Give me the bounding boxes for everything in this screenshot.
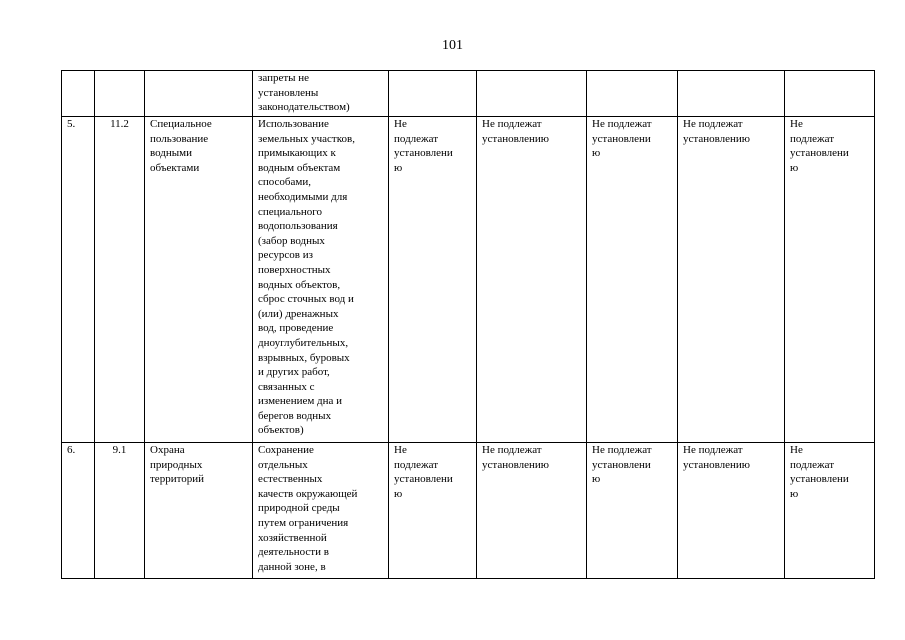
value-cell: Не подлежат установлени ю [785, 443, 875, 579]
value-cell: Не подлежат установлению [477, 117, 587, 443]
description-cell: Использование земельных участков, примыкающих к водным объектам способами, необходимыми для специального водопользования (забор водных ресурсов из поверхностных водных объектов, сброс сточных вод и (или) дренажных вод, проведение дноуглубительных, взрывных, буровых и других работ, связанных с изменением дна и берегов водных объектов) [253, 117, 389, 443]
name-cell [145, 71, 253, 117]
description-cell: Сохранение отдельных естественных качеств окружающей природной среды путем ограничения хозяйственной деятельности в данной зоне, в [253, 443, 389, 579]
value-cell: Не подлежат установлению [678, 443, 785, 579]
page-number: 101 [442, 38, 463, 53]
value-cell [587, 71, 678, 117]
value-cell [678, 71, 785, 117]
value-cell: Не подлежат установлени ю [587, 443, 678, 579]
regulations-table [61, 70, 875, 579]
table-row [62, 117, 875, 443]
value-cell: Не подлежат установлени ю [785, 117, 875, 443]
value-cell [389, 71, 477, 117]
table-row [62, 443, 875, 579]
code-cell: 9.1 [95, 443, 145, 579]
row-number-cell [62, 71, 95, 117]
value-cell: Не подлежат установлению [477, 443, 587, 579]
row-number-cell: 6. [62, 443, 95, 579]
value-cell: Не подлежат установлени ю [587, 117, 678, 443]
value-cell: Не подлежат установлени ю [389, 117, 477, 443]
value-cell: Не подлежат установлению [678, 117, 785, 443]
description-cell: запреты не установлены законодательством) [253, 71, 389, 117]
value-cell [785, 71, 875, 117]
name-cell: Охрана природных территорий [145, 443, 253, 579]
row-number-cell: 5. [62, 117, 95, 443]
value-cell: Не подлежат установлени ю [389, 443, 477, 579]
name-cell: Специальное пользование водными объектами [145, 117, 253, 443]
table-row [62, 71, 875, 117]
code-cell: 11.2 [95, 117, 145, 443]
code-cell [95, 71, 145, 117]
value-cell [477, 71, 587, 117]
